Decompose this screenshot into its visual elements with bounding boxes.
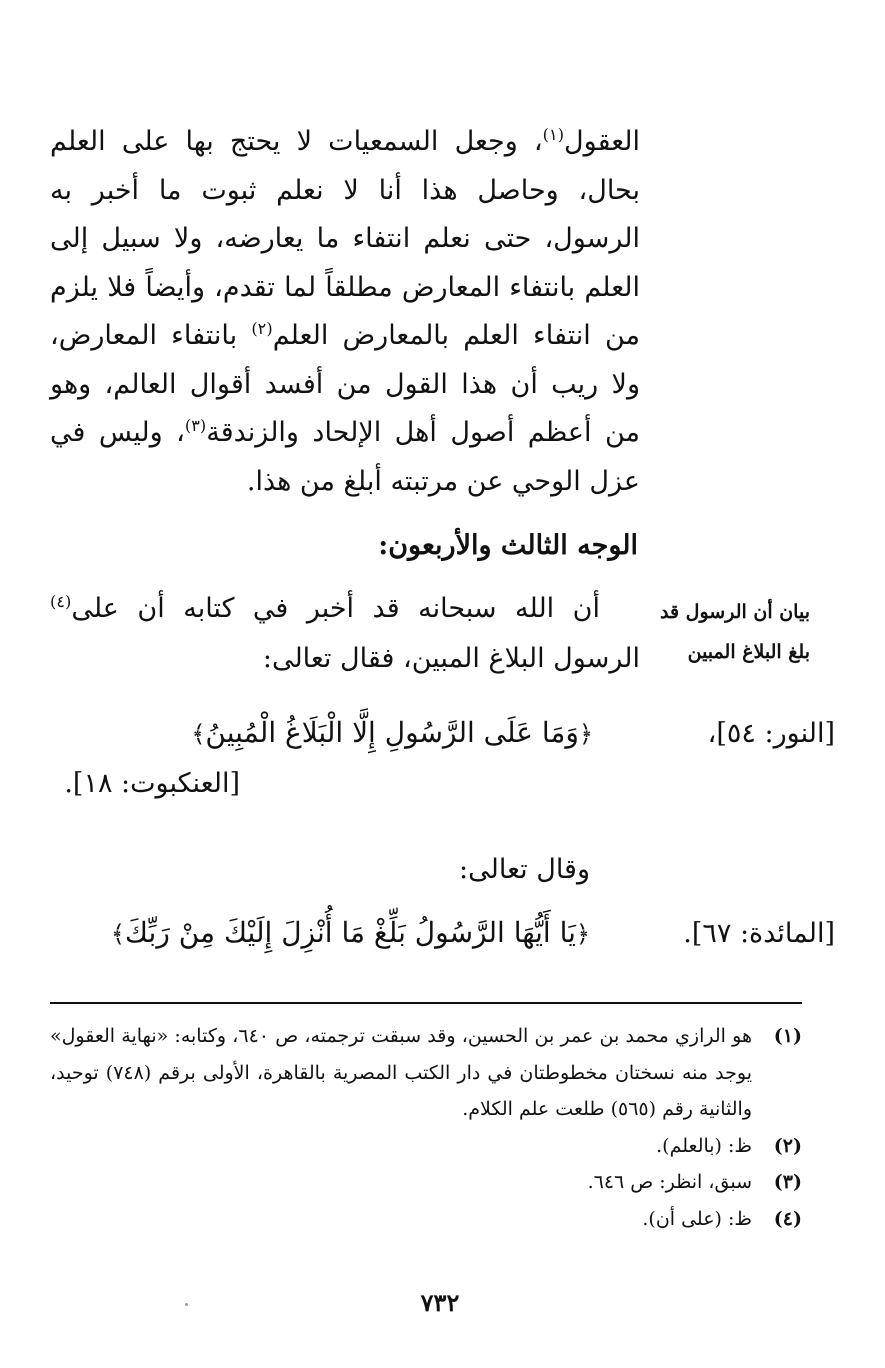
verse-open-bracket: ﴿ bbox=[575, 920, 590, 948]
margin-note bbox=[660, 592, 810, 672]
footnote-separator bbox=[50, 1002, 802, 1004]
footnote-ref-3: (٣) bbox=[184, 416, 207, 435]
footnotes bbox=[50, 1018, 802, 1237]
section-paragraph bbox=[50, 584, 640, 684]
section-text-2: الرسول البلاغ المبين، فقال تعالى: bbox=[262, 643, 640, 674]
paragraph-text-1: العقول bbox=[564, 126, 640, 157]
verse-close-bracket: ﴾ bbox=[110, 920, 125, 948]
verse-1-text: وَمَا عَلَى الرَّسُولِ إِلَّا الْبَلَاغُ الْمُبِينُ bbox=[205, 716, 579, 749]
verse-2-intro: وقال تعالى: bbox=[459, 854, 590, 885]
footnote-ref-2: (٢) bbox=[251, 319, 273, 338]
footnote-3 bbox=[50, 1164, 802, 1201]
print-speck bbox=[185, 1303, 188, 1306]
footnote-2 bbox=[50, 1128, 802, 1165]
section-text-1: أن الله سبحانه قد أخبر في كتابه أن على bbox=[71, 593, 600, 624]
verse-close-bracket: ﴾ bbox=[191, 720, 206, 748]
footnote-text: سبق، انظر: ص ٦٤٦. bbox=[587, 1171, 752, 1193]
verse-2-reference: [المائدة: ٦٧]. bbox=[683, 918, 835, 949]
footnote-number: (١) bbox=[773, 1025, 802, 1047]
verse-1-reference-a: [النور: ٥٤]، bbox=[707, 718, 835, 749]
footnote-ref-1: (١) bbox=[542, 125, 565, 144]
paragraph-text-4: ، وليس في عزل الوحي عن مرتبته أبلغ من هذا. bbox=[50, 417, 640, 497]
quran-verse-1 bbox=[191, 716, 593, 749]
footnote-number: (٤) bbox=[773, 1207, 802, 1230]
margin-note-line-1: بيان أن الرسول قد bbox=[660, 601, 810, 623]
footnote-4 bbox=[50, 1201, 802, 1238]
footnote-ref-4: (٤) bbox=[50, 592, 72, 611]
paragraph-text-3: بانتفاء المعارض، ولا ريب أن هذا القول من أفسد أقوال العالم، وهو من أعظم أصول أهل الإلحاد والزندقة bbox=[50, 320, 640, 448]
verse-1-reference-b: [العنكبوت: ١٨]. bbox=[64, 768, 240, 799]
page-number: ٧٣٢ bbox=[420, 1288, 460, 1317]
paragraph-text-2: ، وجعل السمعيات لا يحتج بها على العلم بحال، وحاصل هذا أنا لا نعلم ثبوت ما أخبر به الرسول، حتى نعلم انتفاء ما يعارضه، ولا سبيل إلى العلم بانتفاء المعارض مطلقاً لما تقدم، وأيضاً فلا يلزم من انتفاء العلم بالمعارض العلم bbox=[50, 126, 640, 351]
footnote-text: هو الرازي محمد بن عمر بن الحسين، وقد سبقت ترجمته، ص ٦٤٠، وكتابه: «نهاية العقول» يوجد منه نسختان مخطوطتان في دار الكتب المصرية بالقاهرة، الأولى برقم (٧٤٨) توحيد، والثانية رقم (٥٦٥) طلعت علم الكلام. bbox=[50, 1025, 752, 1120]
footnote-number: (٢) bbox=[773, 1134, 802, 1157]
main-paragraph bbox=[50, 118, 640, 506]
margin-note-line-2: بلغ البلاغ المبين bbox=[687, 641, 810, 663]
quran-verse-2 bbox=[111, 916, 590, 949]
section-heading: الوجه الثالث والأربعون: bbox=[378, 530, 638, 561]
verse-2-text: يَا أَيُّهَا الرَّسُولُ بَلِّغْ مَا أُنْزِلَ إِلَيْكَ مِنْ رَبِّكَ bbox=[124, 916, 576, 949]
footnote-number: (٣) bbox=[773, 1171, 802, 1193]
footnote-text: ظ: (على أن). bbox=[642, 1207, 752, 1230]
footnote-text: ظ: (بالعلم). bbox=[656, 1134, 752, 1157]
verse-open-bracket: ﴿ bbox=[578, 720, 593, 748]
footnote-1 bbox=[50, 1018, 802, 1128]
